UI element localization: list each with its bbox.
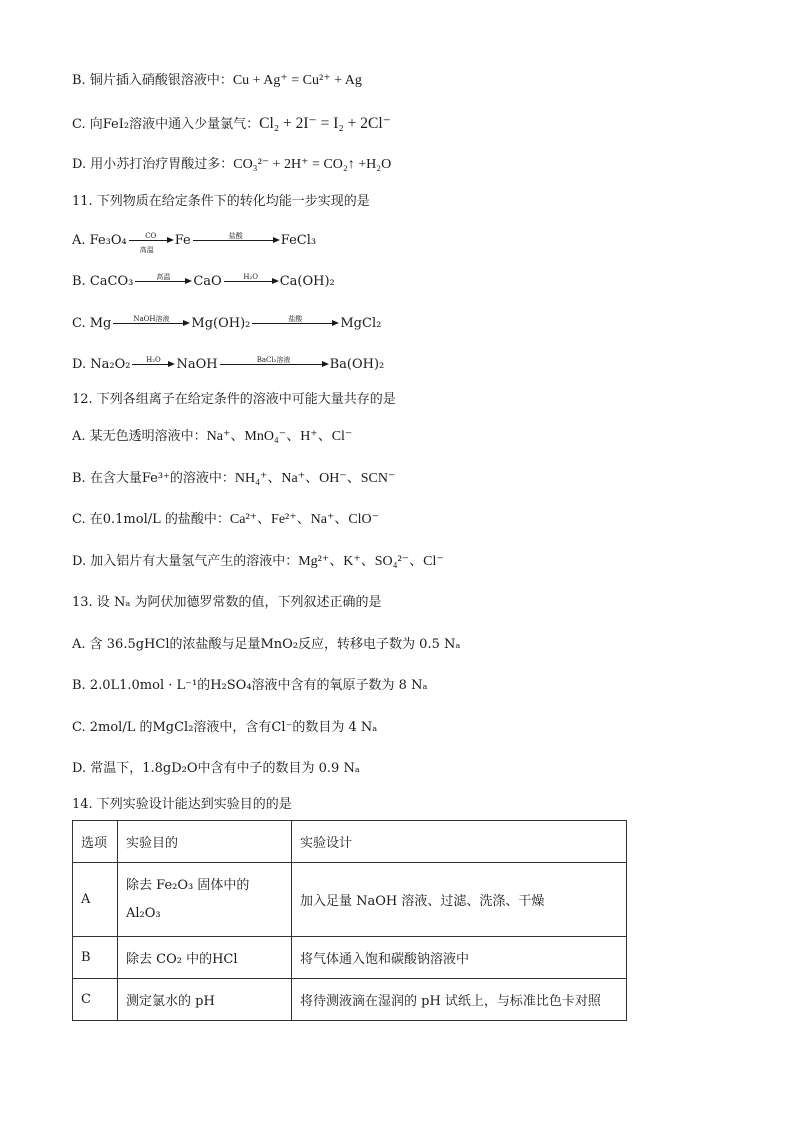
cell-purpose: 除去 Fe₂O₃ 固体中的 Al₂O₃ — [118, 863, 292, 937]
table-header-row — [73, 821, 627, 863]
option-label: D. 用小苏打治疗胃酸过多： — [72, 157, 234, 172]
ion-list: Mg²⁺、K⁺、SO₄²⁻、Cl⁻ — [298, 554, 444, 569]
option-label: D. — [72, 357, 91, 372]
species: CaO — [193, 274, 222, 289]
header-option: 选项 — [73, 821, 118, 863]
q11-option-b — [72, 271, 335, 291]
arrow-condition: NaOH溶液 — [133, 315, 170, 323]
cell-option: C — [73, 979, 118, 1021]
species: CaCO₃ — [89, 274, 134, 289]
arrow-condition: H₂O — [243, 273, 259, 281]
option-label: C. — [72, 316, 90, 331]
species: Mg(OH)₂ — [191, 316, 251, 331]
reaction-arrow — [250, 309, 340, 327]
species: Na₂O₂ — [90, 357, 131, 372]
reaction-arrow — [218, 350, 330, 368]
q13-stem: 13. 设 Nₐ 为阿伏加德罗常数的值，下列叙述正确的是 — [72, 595, 382, 610]
q11-option-a — [72, 230, 317, 254]
species: FeCl₃ — [280, 233, 317, 248]
species: NaOH — [176, 357, 218, 372]
option-label: C. 在0.1mol/L 的盐酸中： — [72, 512, 230, 527]
reaction-arrow — [191, 226, 281, 244]
q12-stem: 12. 下列各组离子在给定条件的溶液中可能大量共存的是 — [72, 392, 396, 407]
arrow-condition: BaCl₂溶液 — [256, 356, 291, 364]
q11-stem: 11. 下列物质在给定条件下的转化均能一步实现的是 — [72, 194, 370, 209]
cell-purpose: 除去 CO₂ 中的HCl — [118, 937, 292, 979]
header-design: 实验设计 — [292, 821, 627, 863]
option-label: A. 某无色透明溶液中： — [72, 429, 207, 444]
option-label: A. — [72, 233, 90, 248]
arrow-condition: H₂O — [146, 356, 161, 364]
ionic-equation: Cu + Ag⁺ = Cu²⁺ + Ag — [232, 73, 362, 88]
reaction-arrow — [222, 267, 280, 285]
q11-option-d — [72, 354, 384, 374]
reaction-arrow — [111, 309, 191, 327]
arrow-condition: 高温 — [156, 273, 171, 281]
table-row — [73, 863, 627, 937]
arrow-condition: 盐酸 — [228, 232, 243, 240]
cell-design: 将待测液滴在湿润的 pH 试纸上，与标准比色卡对照 — [292, 979, 627, 1021]
q10-option-b — [72, 72, 362, 90]
cell-option: B — [73, 937, 118, 979]
q11-option-c — [72, 313, 381, 333]
ionic-equation: CO₃²⁻ + 2H⁺ = CO₂↑ +H₂O — [233, 157, 392, 172]
option-label: B. 在含大量Fe³⁺的溶液中： — [72, 471, 235, 486]
q13-option-b: B. 2.0L1.0mol · L⁻¹的H₂SO₄溶液中含有的氧原子数为 8 Nₐ — [72, 678, 428, 693]
reaction-arrow — [127, 226, 175, 254]
ion-list: Na⁺、MnO₄⁻、H⁺、Cl⁻ — [206, 429, 353, 444]
q12-option-c — [72, 511, 379, 529]
q10-option-c — [72, 115, 391, 134]
species: Ba(OH)₂ — [329, 357, 385, 372]
ionic-equation: Cl₂ + 2I⁻ = I₂ + 2Cl⁻ — [259, 115, 391, 132]
q12-option-d — [72, 553, 444, 571]
q13-option-d: D. 常温下，1.8gD₂O中含有中子的数目为 0.9 Nₐ — [72, 761, 360, 776]
cell-purpose: 测定氯水的 pH — [118, 979, 292, 1021]
species: Mg — [89, 316, 112, 331]
arrow-condition: 盐酸 — [288, 315, 303, 323]
option-label: D. 加入铝片有大量氢气产生的溶液中： — [72, 554, 299, 569]
cell-design: 加入足量 NaOH 溶液、过滤、洗涤、干燥 — [292, 863, 627, 937]
q13-option-a: A. 含 36.5gHCl的浓盐酸与足量MnO₂反应，转移电子数为 0.5 Nₐ — [72, 637, 461, 652]
header-purpose: 实验目的 — [118, 821, 292, 863]
species: Fe₃O₄ — [89, 233, 127, 248]
experiment-table — [72, 820, 627, 1021]
cell-design: 将气体通入饱和碳酸钠溶液中 — [292, 937, 627, 979]
reaction-arrow — [133, 267, 193, 285]
species: Ca(OH)₂ — [279, 274, 335, 289]
arrow-condition-top: CO — [145, 232, 157, 240]
q14-stem: 14. 下列实验设计能达到实验目的的是 — [72, 797, 292, 812]
q12-option-b — [72, 470, 395, 488]
cell-option: A — [73, 863, 118, 937]
ion-list: NH₄⁺、Na⁺、OH⁻、SCN⁻ — [234, 471, 396, 486]
table-row — [73, 979, 627, 1021]
option-label: C. 向FeI₂溶液中通入少量氯气： — [72, 117, 260, 132]
arrow-condition-bottom: 高温 — [139, 246, 154, 254]
table-row — [73, 937, 627, 979]
option-label: B. — [72, 274, 90, 289]
reaction-arrow — [130, 350, 176, 368]
q13-option-c: C. 2mol/L 的MgCl₂溶液中，含有Cl⁻的数目为 4 Nₐ — [72, 720, 378, 735]
species: MgCl₂ — [340, 316, 382, 331]
species: Fe — [174, 233, 191, 248]
ion-list: Ca²⁺、Fe²⁺、Na⁺、ClO⁻ — [229, 512, 380, 527]
option-label: B. 铜片插入硝酸银溶液中： — [72, 73, 233, 88]
q10-option-d — [72, 156, 391, 174]
q12-option-a — [72, 428, 352, 446]
